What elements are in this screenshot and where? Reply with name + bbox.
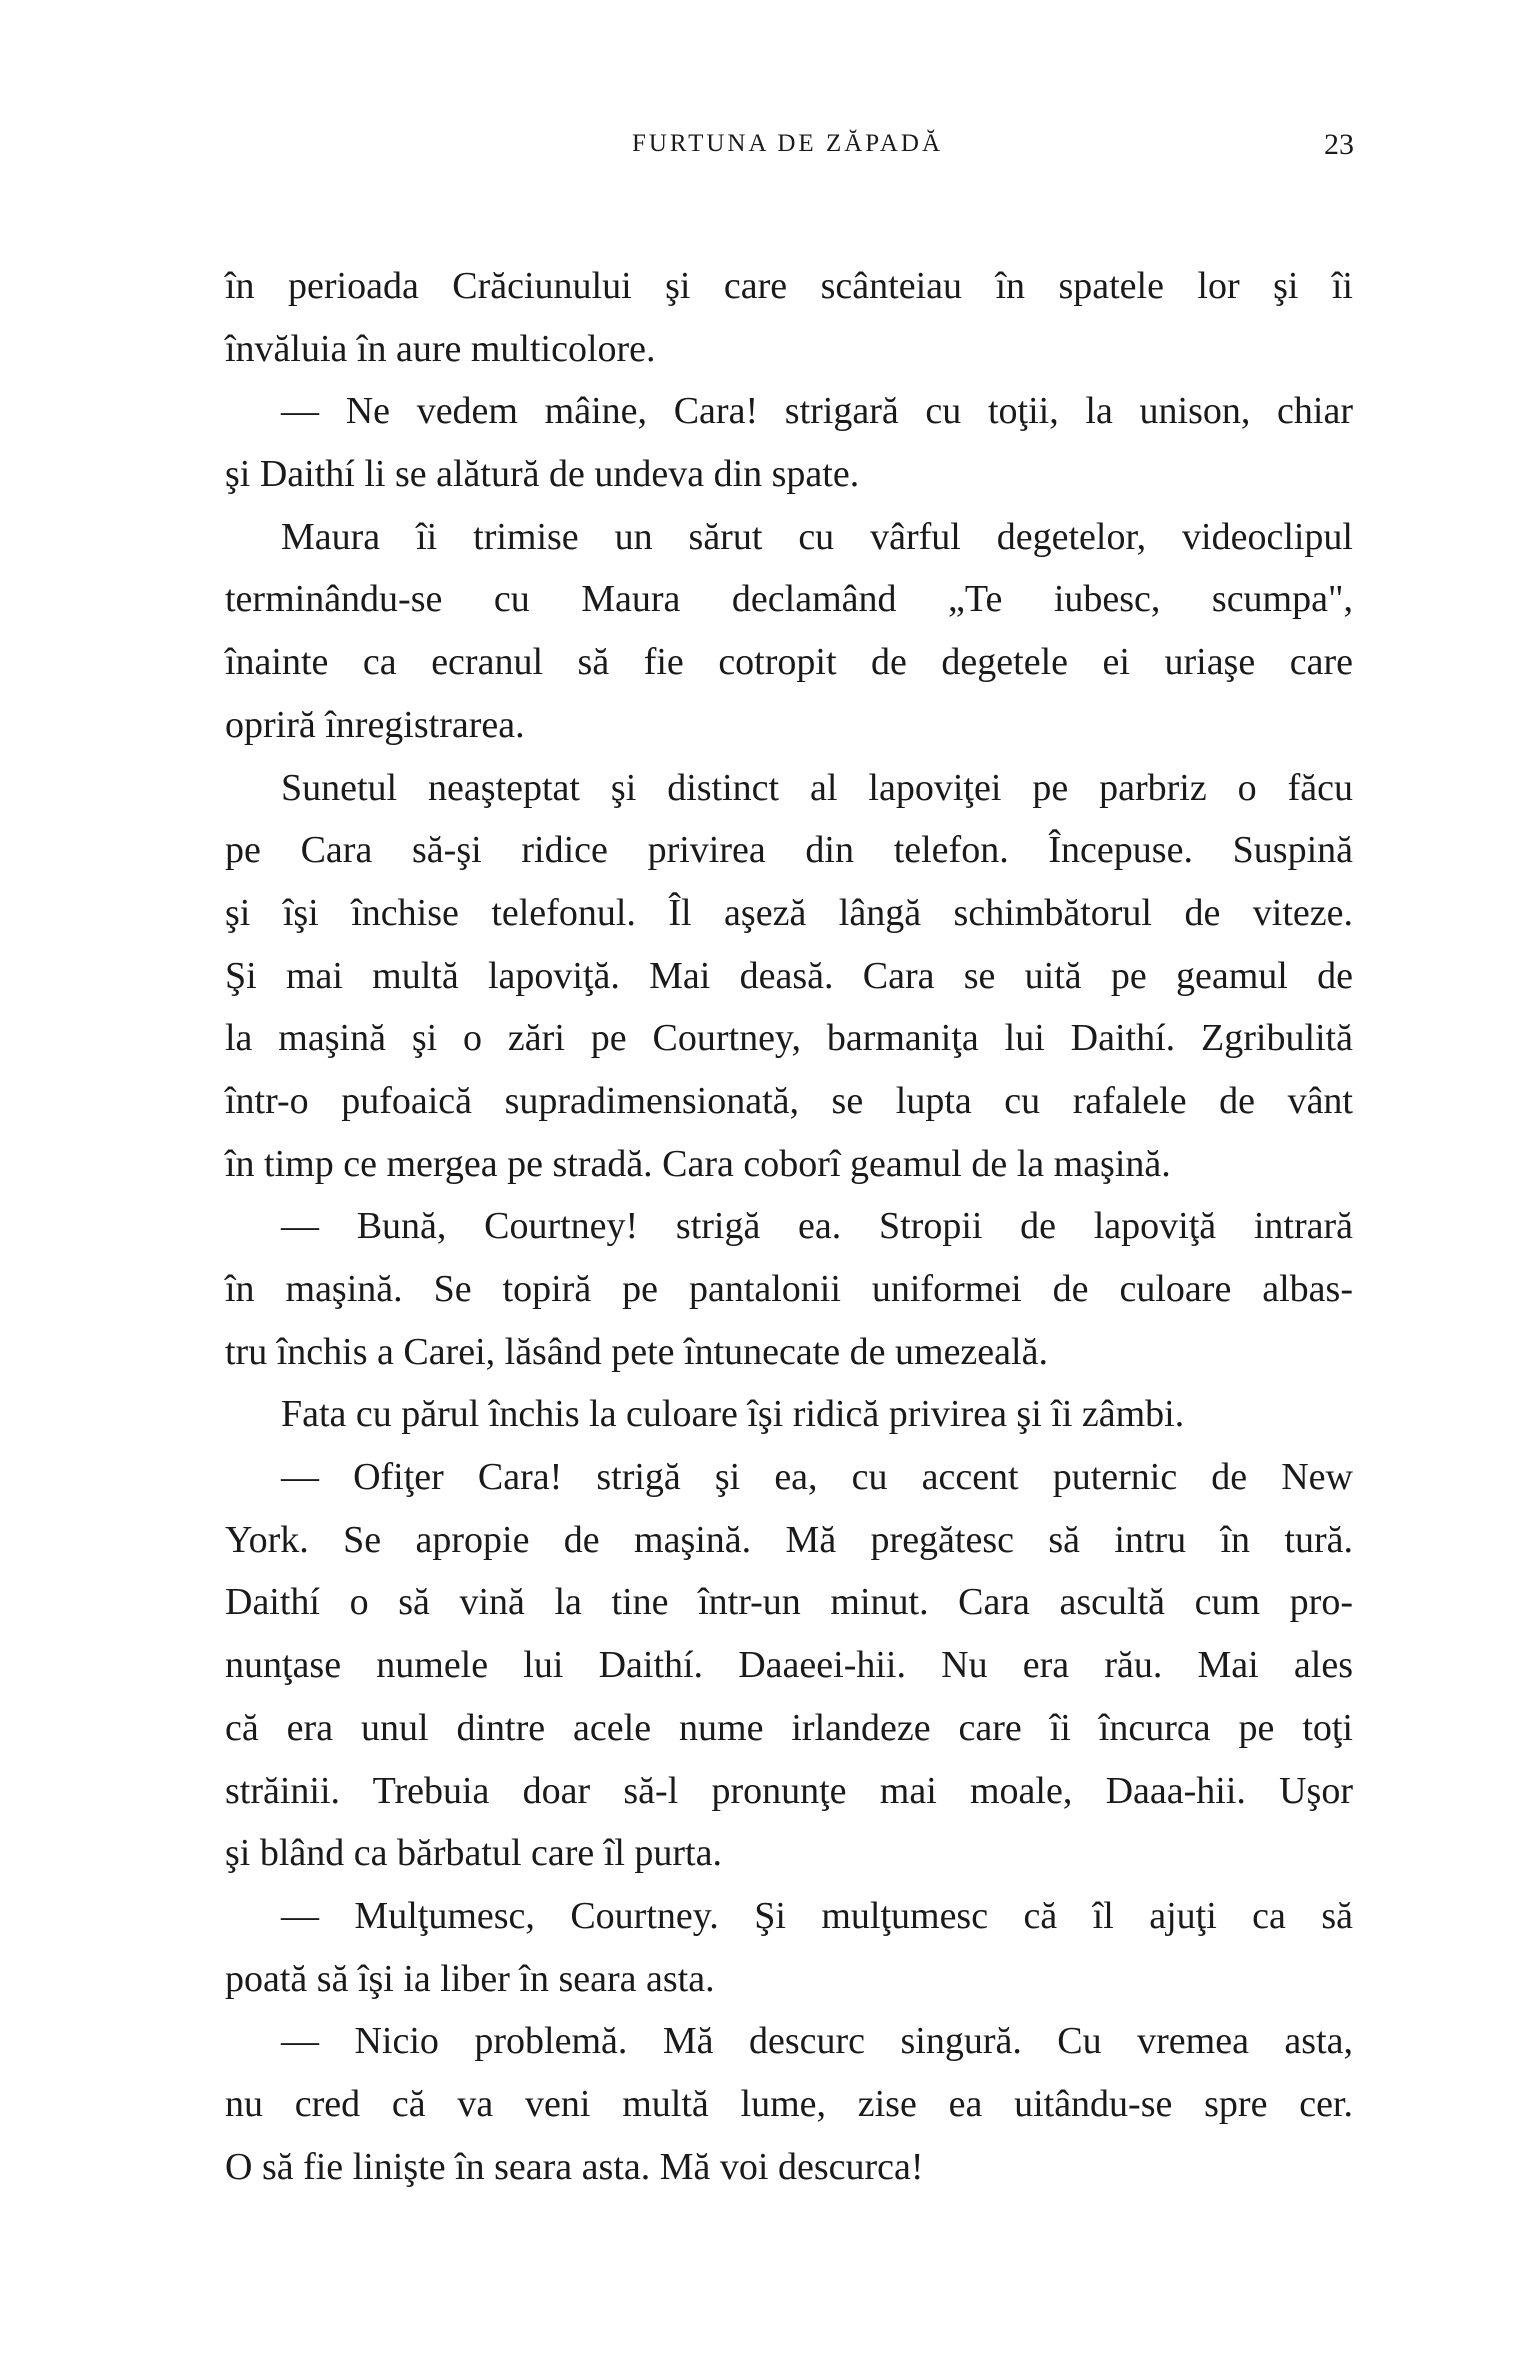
text-line: în timp ce mergea pe stradă. Cara coborî geamul de la maşină. [225,1142,1171,1185]
text-line: că era unul dintre acele nume irlandeze care îi încurca pe toţi [225,1706,1353,1749]
text-line: — Mulţumesc, Courtney. Şi mulţumesc că îl ajuţi ca să [281,1894,1353,1937]
text-line: — Nicio problemă. Mă descurc singură. Cu vremea asta, [281,2020,1353,2063]
text-line: în perioada Crăciunului şi care scânteiau în spatele lor şi îi [225,265,1353,307]
text-line: la maşină şi o zări pe Courtney, barmaniţa lui Daithí. Zgribulită [225,1017,1353,1060]
running-header-title: FURTUNA DE ZĂPADĂ [631,130,944,157]
text-line: şi îşi închise telefonul. Îl aşeză lângă schimbătorul de viteze. [225,891,1353,934]
text-line: tru închis a Carei, lăsând pete întunecate de umezeală. [225,1330,1048,1373]
text-line: şi Daithí li se alătură de undeva din spate. [225,453,860,496]
text-line: înainte ca ecranul să fie cotropit de degetele ei uriaşe care [225,641,1353,684]
text-line: O să fie linişte în seara asta. Mă voi descurca! [225,2145,924,2188]
text-line: nu cred că va veni multă lume, zise ea uitându-se spre cer. [225,2082,1353,2125]
text-line: Şi mai multă lapoviţă. Mai deasă. Cara se uită pe geamul de [225,954,1353,997]
text-line: Daithí o să vină la tine într-un minut. Cara ascultă cum pro- [225,1581,1353,1624]
text-line: Maura îi trimise un sărut cu vârful degetelor, videoclipul [281,515,1353,558]
text-line: străinii. Trebuia doar să-l pronunţe mai moale, Daaa-hii. Uşor [225,1769,1353,1812]
text-line: York. Se apropie de maşină. Mă pregătesc să intru în tură. [225,1518,1353,1561]
text-line: poată să îşi ia liber în seara asta. [225,1957,715,2000]
text-line: pe Cara să-şi ridice privirea din telefon. Începuse. Suspină [225,829,1353,872]
text-line: opriră înregistrarea. [225,703,525,746]
text-line: şi blând ca bărbatul care îl purta. [225,1832,722,1875]
text-line: Sunetul neaşteptat şi distinct al lapoviţei pe parbriz o făcu [281,766,1353,809]
text-line: învăluia în aure multicolore. [225,327,656,370]
text-line: într-o pufoaică supradimensionată, se lupta cu rafalele de vânt [225,1079,1353,1122]
text-line: nunţase numele lui Daithí. Daaeei-hii. Nu era rău. Mai ales [225,1644,1353,1687]
text-line: terminându-se cu Maura declamând „Te iubesc, scumpa", [225,578,1353,621]
text-line: Fata cu părul închis la culoare îşi ridică privirea şi îi zâmbi. [281,1393,1185,1436]
text-line: — Bună, Courtney! strigă ea. Stropii de lapoviţă intrară [281,1205,1353,1248]
text-line: — Ne vedem mâine, Cara! strigară cu toţii, la unison, chiar [281,390,1353,433]
body-text [225,255,1353,2198]
page-number: 23 [1324,128,1354,161]
text-line: în maşină. Se topiră pe pantalonii uniformei de culoare albas- [225,1268,1353,1310]
text-line: — Ofiţer Cara! strigă şi ea, cu accent puternic de New [281,1456,1353,1499]
